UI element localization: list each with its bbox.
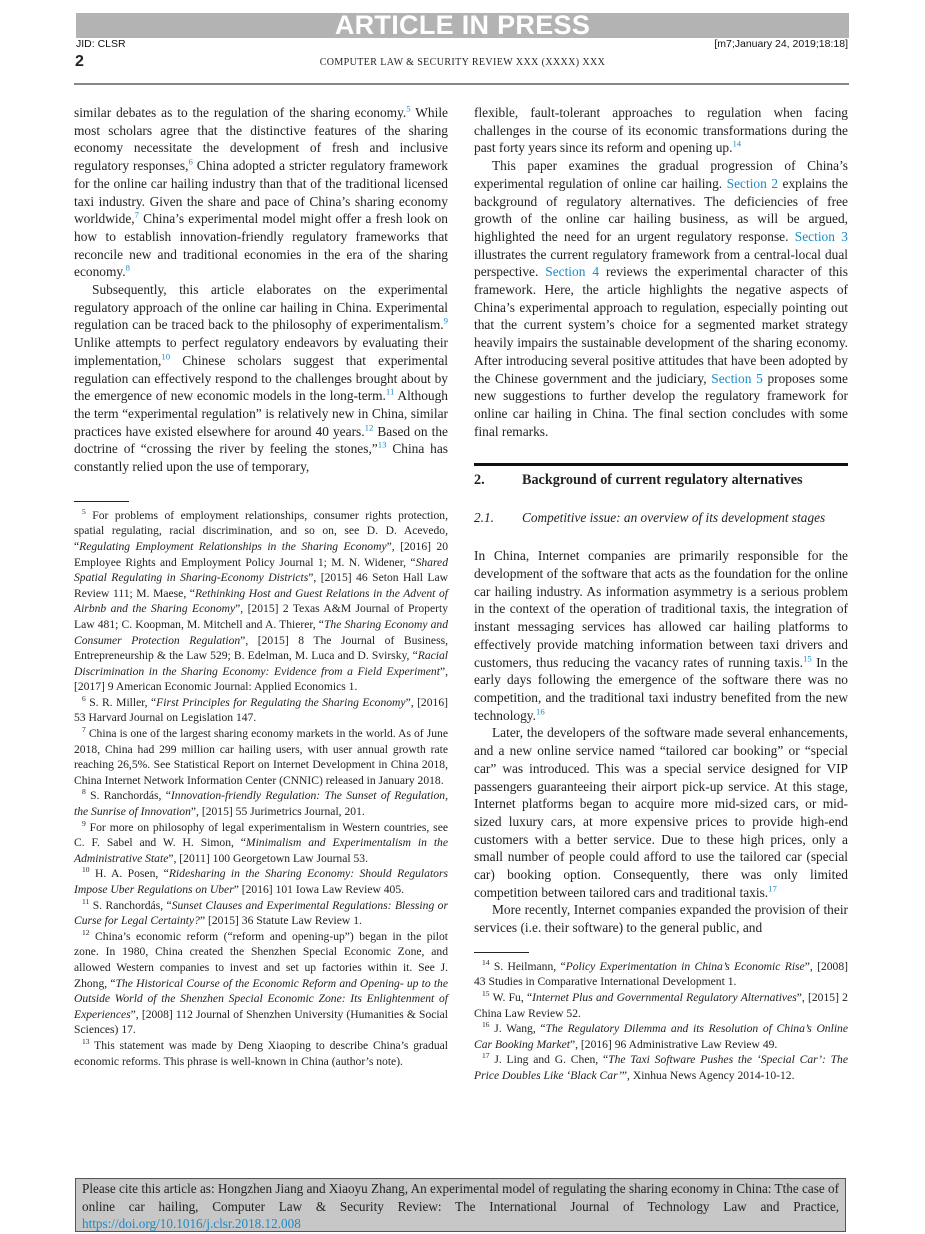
text-run: ”, [2008] 112 Journal of Shenzhen University (Humanities & Social Sciences) 17. (74, 1007, 448, 1037)
text-run: S. Ranchordás, “ (89, 898, 172, 912)
text-run: W. Fu, “ (489, 991, 533, 1005)
footnote-number: 5 (82, 506, 86, 516)
paragraph (474, 724, 848, 901)
left-column (74, 104, 448, 1069)
footnote-list (474, 959, 848, 1084)
text-run: ”, [2016] 53 Harvard Journal on Legislation 147. (74, 695, 448, 725)
text-run: In China, Internet companies are primarily responsible for the development of the software that acts as the foundation for the online car hailing industry. As information asymmetry is a serious problem in the context of the operation of traditional taxis, the integration of instant messaging services has allowed car hailing platforms to effectively provide matching information between taxi drivers and customers, thus reducing the vacancy rates of running taxis. (474, 548, 848, 670)
cited-title: The Taxi Software Pushes the ‘Special Car’: The Price Doubles Like ‘Black Car’ (474, 1053, 848, 1082)
text-run: ” [2016] 101 Iowa Law Review 405. (233, 883, 405, 897)
text-run: Later, the developers of the software made several enhancements, and a new online service named “tailored car booking” or “special car” was introduced. This was a special service designed for VIP passengers guaranteeing their airport pick-up service. At this stage, Internet platforms began to acquire more mid-sized cars, or mid-sized luxury cars, at more expensive prices to provide high-end customers with a better service. Due to these high prices, only a small number of people could afford to use the tailored car (special car) booking option. Consequently, there was only limited competition between tailored cars and traditional taxis. (474, 725, 848, 900)
text-run: ”, [2017] 9 American Economic Journal: Applied Economics 1. (74, 664, 448, 694)
footnote (74, 695, 448, 726)
text-run: In the early days following the emergence of the software there was no competition, and the traditional taxi industry benefited from the new technology. (474, 654, 848, 723)
text-run: J. Ling and G. Chen, “ (489, 1053, 609, 1067)
text-run: H. A. Posen, “ (89, 867, 169, 881)
text-run: Chinese scholars suggest that experimental regulation can effectively respond to the challenges brought about by the emergence of new economic models in the long-term. (74, 352, 448, 404)
footnote-number: 15 (482, 989, 490, 999)
cited-title: The Regulatory Dilemma and its Resolution of China’s Online Car Booking Market (474, 1022, 848, 1051)
footnote-ref-link[interactable]: 14 (732, 138, 742, 149)
footnote-ref-link[interactable]: 10 (161, 351, 171, 362)
text-run: ” [2015] 36 Statute Law Review 1. (199, 914, 362, 928)
text-run: S. Heilmann, “ (489, 959, 566, 973)
footnote (74, 898, 448, 929)
footnote-ref-link[interactable]: 5 (406, 103, 411, 114)
build-stamp: [m7;January 24, 2019;18:18] (714, 38, 848, 50)
left-footnotes (74, 501, 448, 1069)
section-link[interactable]: Section 2 (726, 175, 779, 191)
text-run: ”, [2016] 20 Employee Rights and Employment Policy Journal 1; M. N. Widener, “ (74, 539, 448, 569)
footnote-number: 11 (82, 896, 90, 906)
citation-text: Please cite this article as: Hongzhen Jiang and Xiaoyu Zhang, An experimental model of regulating the sharing economy in China: Tthe case of online car hailing, Computer Law & Security Review: The International Journal of Technology Law and Practice, (82, 1181, 839, 1214)
section-link[interactable]: Section 4 (545, 264, 600, 280)
text-run: For problems of employment relationships, consumer rights protection, spatial regulating, racial discrimination, and so on, see D. D. Acevedo, “ (74, 508, 448, 553)
text-run: ”, [2015] 2 Texas A&M Journal of Property Law 481; C. Koopman, M. Mitchell and A. Thierer, “ (74, 602, 448, 631)
footnote-ref-link[interactable]: 12 (364, 422, 374, 433)
right-body-bottom (474, 547, 848, 936)
paragraph (74, 281, 448, 476)
footnote-ref-link[interactable]: 9 (443, 315, 448, 326)
page-number: 2 (75, 53, 84, 70)
footnote-ref-link[interactable]: 6 (188, 156, 193, 167)
cited-title: Rethinking Host and Guest Relations in the Advent of Airbnb and the Sharing Economy (74, 586, 448, 616)
text-run: ”, Xinhua News Agency 2014-10-12. (621, 1068, 795, 1082)
text-run: China has constantly relied upon the use of temporary, (74, 441, 449, 475)
article-in-press-banner: ARTICLE IN PRESS (76, 13, 849, 38)
footnote (74, 866, 448, 897)
left-body (74, 104, 448, 476)
text-run: ”, [2011] 100 Georgetown Law Journal 53. (168, 851, 368, 865)
footnote-number: 7 (82, 725, 86, 735)
footnote (74, 508, 448, 695)
cited-title: Sunset Clauses and Experimental Regulations: Blessing or Curse for Legal Certainty? (74, 898, 448, 928)
text-run: This paper examines the gradual progression of China’s experimental regulation of online car hailing. (474, 158, 848, 191)
footnote (474, 959, 848, 990)
footnote (74, 929, 448, 1038)
footnote-ref-link[interactable]: 7 (134, 209, 139, 220)
section-number: 2. (474, 472, 485, 489)
footnote-number: 16 (482, 1020, 490, 1030)
subsection-number: 2.1. (474, 510, 494, 526)
footnote-ref-link[interactable]: 15 (802, 653, 812, 664)
cited-title: Regulating Employment Relationships in the Sharing Economy (79, 539, 387, 553)
text-run: ”, [2015] 46 Seton Hall Law Review 111; M. Maese, “ (74, 571, 448, 600)
text-run: China is one of the largest sharing economy markets in the world. As of June 2018, China had 299 million car hailing users, with user annual growth rate reaching 26,5%. See Statistical Report on Internet Development in China 2018, China Internet Network Information Center (CNNIC) released in January 2018. (74, 727, 448, 787)
footnote-number: 9 (82, 818, 86, 828)
text-run: While most scholars agree that the distinctive features of the sharing economy necessitate the development of fresh and inclusive regulatory responses, (74, 105, 448, 174)
section-rule (474, 463, 848, 466)
cited-title: Internet Plus and Governmental Regulatory Alternatives (532, 991, 797, 1005)
footnote-number: 12 (82, 927, 90, 937)
text-run: similar debates as to the regulation of the sharing economy. (74, 105, 407, 120)
footnote-ref-link[interactable]: 8 (125, 262, 130, 273)
text-run: For more on philosophy of legal experimentalism in Western countries, see C. F. Sabel and W. H. Simon, “ (74, 820, 448, 850)
text-run: J. Wang, “ (489, 1022, 546, 1036)
header-divider (74, 83, 849, 85)
section-title: Background of current regulatory alternatives (522, 472, 803, 489)
right-column (474, 104, 848, 1084)
text-run: illustrates the current regulatory framework from a central-local dual perspective. (474, 246, 848, 280)
section-heading (474, 463, 848, 527)
footnote-ref-link[interactable]: 11 (385, 386, 395, 397)
doi-link[interactable]: https://doi.org/10.1016/j.clsr.2018.12.008 (82, 1216, 301, 1231)
text-run: proposes some new suggestions to further develop the regulatory framework for online car hailing in China. The final section concludes with some final remarks. (474, 370, 848, 439)
paragraph (74, 104, 448, 281)
text-run: China adopted a stricter regulatory framework for the online car hailing industry than that of the traditional licensed taxi industry. Given the share and pace of China’s sharing economy worldwide, (74, 158, 448, 227)
footnote (474, 1021, 848, 1052)
footnote (74, 726, 448, 788)
text-run: More recently, Internet companies expanded the provision of their services (i.e. their software) to the general public, and (474, 902, 848, 936)
footnote-rule (74, 501, 129, 502)
footnote-ref-link[interactable]: 13 (377, 439, 387, 450)
footnote-number: 6 (82, 694, 86, 704)
footnote (74, 820, 448, 867)
paragraph (474, 104, 848, 157)
paragraph (474, 157, 848, 440)
subsection-title: Competitive issue: an overview of its development stages (522, 510, 826, 526)
right-body-top (474, 104, 848, 440)
cited-title: First Principles for Regulating the Sharing Economy (156, 695, 406, 709)
footnote-number: 14 (482, 957, 490, 967)
cited-title: The Sharing Economy and Consumer Protection Regulation (74, 617, 448, 647)
section-link[interactable]: Section 3 (794, 228, 848, 244)
cited-title: Innovation-friendly Regulation: The Sunset of Regulation, the Sunrise of Innovation (74, 789, 448, 819)
citation-box (75, 1178, 846, 1232)
paragraph (474, 901, 848, 936)
section-link[interactable]: Section 5 (711, 370, 763, 386)
text-run: Although the term “experimental regulation” is relatively new in China, similar practices have existed elsewhere for around 40 years. (74, 388, 448, 439)
text-run: flexible, fault-tolerant approaches to regulation when facing challenges in the course of its economic transformations during the past forty years since its reform and opening up. (474, 105, 848, 156)
text-run: ”, [2015] 2 China Law Review 52. (474, 991, 848, 1020)
journal-id: JID: CLSR (76, 38, 126, 50)
cited-title: Policy Experimentation in China’s Economic Rise (565, 959, 805, 973)
text-run: China’s economic reform (“reform and opening-up”) began in the pilot zone. In 1980, China created the Shenzhen Special Economic Zone, and allowed Western companies to invest and set up factories within it. See J. Zhong, “ (74, 929, 448, 990)
footnote (74, 1038, 448, 1069)
text-run: reviews the experimental character of this framework. Here, the article highlights the negative aspects of China’s experimental approach to regulation, especially pointing out that the current system’s choice for a segmented market strategy heavily impairs the sustainable development of the sharing economy. After introducing several positive attitudes that have been adopted by the Chinese government and the judiciary, (474, 264, 848, 386)
right-footnotes (474, 952, 848, 1084)
footnote-number: 8 (82, 787, 86, 797)
footnote (474, 990, 848, 1021)
footnote-ref-link[interactable]: 16 (535, 706, 545, 717)
footnote-number: 17 (482, 1051, 490, 1061)
footnote-number: 10 (82, 865, 90, 875)
text-run: ”, [2008] 43 Studies in Comparative International Development 1. (474, 959, 848, 989)
cited-title: Racial Discrimination in the Sharing Economy: Evidence from a Field Experiment (74, 649, 448, 678)
text-run: S. Ranchordás, “ (85, 789, 171, 803)
cited-title: Minimalism and Experimentalism in the Administrative State (74, 836, 448, 865)
cited-title: Ridesharing in the Sharing Economy: Should Regulators Impose Uber Regulations on Uber (74, 867, 448, 897)
running-header: COMPUTER LAW & SECURITY REVIEW XXX (XXXX) XXX (319, 57, 606, 68)
text-run: China’s experimental model might offer a fresh look on how to establish innovation-friendly regulatory frameworks that reconcile new and traditional economies in the era of the sharing economy. (74, 211, 448, 280)
cited-title: Shared Spatial Regulating in Sharing-Economy Districts (74, 555, 448, 585)
cited-title: The Historical Course of the Economic Reform and Opening- up to the Outside World of the Shenzhen Special Economic Zone: Its Enlightenment of Experiences (74, 976, 448, 1021)
text-run: S. R. Miller, “ (85, 695, 157, 709)
text-run: This statement was made by Deng Xiaoping to describe China’s gradual economic reforms. This phrase is well-known in China (author’s note). (74, 1038, 448, 1068)
footnote (74, 788, 448, 819)
text-run: Based on the doctrine of “crossing the river by feeling the stones,” (74, 423, 448, 457)
text-run: ”, [2015] 8 The Journal of Business, Entrepreneurship & the Law 529; B. Edelman, M. Luca and D. Svirsky, “ (74, 633, 448, 663)
footnote-number: 13 (82, 1037, 90, 1047)
text-run: Subsequently, this article elaborates on the experimental regulatory approach of the online car hailing in China. Experimental regulation can be traced back to the philosophy of experimentalism. (74, 282, 448, 333)
text-run: Unlike attempts to perfect regulatory endeavors by evaluating their implementation, (74, 335, 448, 368)
paragraph (474, 547, 848, 724)
footnote-rule (474, 952, 529, 953)
footnote-list (74, 508, 448, 1069)
footnote-ref-link[interactable]: 17 (768, 883, 777, 894)
text-run: explains the background of regulatory alternatives. The deficiencies of free growth of the online car hailing business, as will be argued, highlighted the need for an urgent regulatory response. (474, 175, 848, 244)
text-run: ”, [2016] 96 Administrative Law Review 49. (569, 1037, 778, 1051)
footnote (474, 1052, 848, 1083)
text-run: ”, [2015] 55 Jurimetrics Journal, 201. (190, 805, 365, 819)
